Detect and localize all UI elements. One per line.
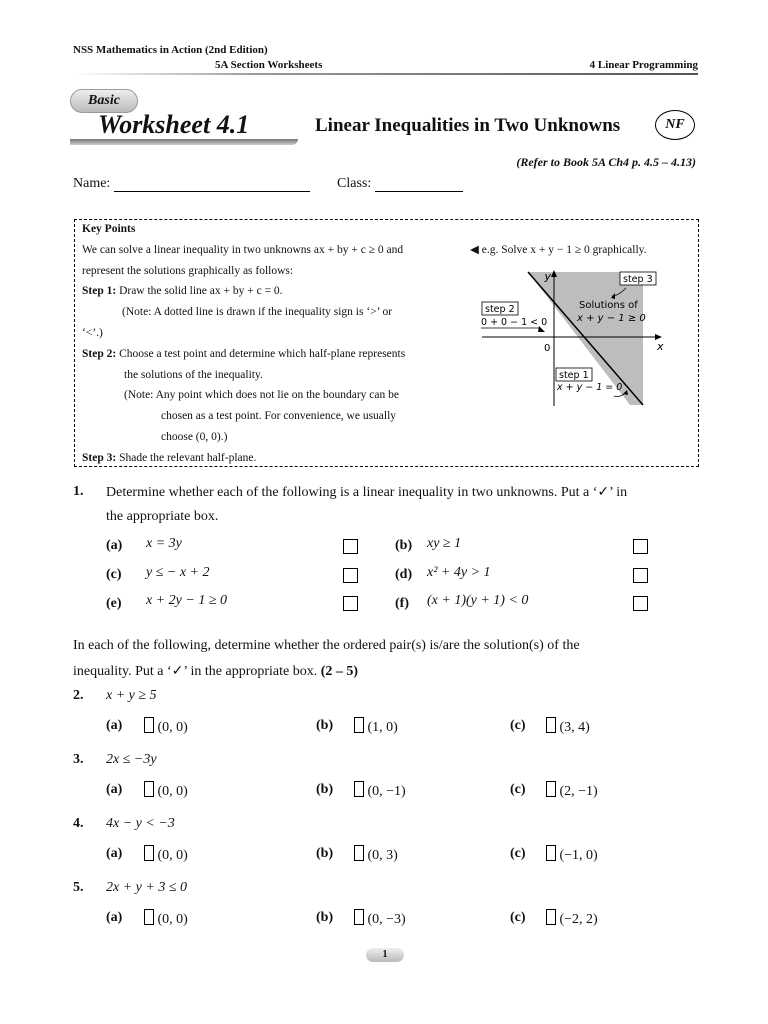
- q1a-label: (a): [106, 538, 123, 553]
- class-blank[interactable]: [375, 177, 463, 192]
- q1f-label: (f): [395, 596, 409, 611]
- step3-label: step 3: [623, 274, 653, 285]
- book-title: NSS Mathematics in Action (2nd Edition): [73, 44, 268, 56]
- class-label: Class:: [337, 176, 375, 191]
- level-badge: Basic: [70, 89, 138, 113]
- q1a-checkbox[interactable]: [343, 539, 358, 554]
- q1d-expr: x² + 4y > 1: [427, 565, 491, 580]
- x-axis-label: x: [657, 340, 664, 353]
- solutions-label-2: x + y − 1 ≥ 0: [577, 313, 646, 324]
- q4b-checkbox[interactable]: [354, 845, 364, 861]
- q4c-checkbox[interactable]: [546, 845, 556, 861]
- chapter-title: 4 Linear Programming: [589, 59, 698, 71]
- q1-number: 1.: [73, 484, 84, 499]
- q1e-checkbox[interactable]: [343, 596, 358, 611]
- kp-step2: Step 2: Choose a test point and determine which half-plane represents: [82, 347, 406, 360]
- class-field[interactable]: [337, 176, 463, 192]
- q3c-option[interactable]: (2, −1): [546, 781, 598, 800]
- instruction-line1: In each of the following, determine whether the ordered pair(s) is/are the solution(s) of the: [73, 638, 580, 653]
- q1c-checkbox[interactable]: [343, 568, 358, 583]
- q3c-label: (c): [510, 782, 526, 797]
- worksheet-number: Worksheet 4.1: [98, 110, 250, 139]
- q4b-label: (b): [316, 846, 334, 861]
- worksheet-title: Linear Inequalities in Two Unknowns: [315, 115, 621, 136]
- q3a-checkbox[interactable]: [144, 781, 154, 797]
- kp-step2b: the solutions of the inequality.: [124, 368, 263, 381]
- q4-number: 4.: [73, 816, 84, 831]
- q4a-option[interactable]: (0, 0): [144, 845, 188, 864]
- q3b-label: (b): [316, 782, 334, 797]
- kp-note2c: choose (0, 0).): [161, 430, 228, 443]
- kp-note2a: (Note: Any point which does not lie on the boundary can be: [124, 389, 399, 402]
- q3c-checkbox[interactable]: [546, 781, 556, 797]
- q5c-option[interactable]: (−2, 2): [546, 909, 598, 928]
- q3a-label: (a): [106, 782, 123, 797]
- step1-label: step 1: [559, 370, 589, 381]
- q3a-option[interactable]: (0, 0): [144, 781, 188, 800]
- q1-text1: Determine whether each of the following is a linear inequality in two unknowns. Put a ‘✓’ in: [106, 485, 628, 500]
- step2-label: step 2: [485, 304, 515, 315]
- q4a-label: (a): [106, 846, 123, 861]
- q1a-expr: x = 3y: [146, 536, 182, 551]
- q5a-option[interactable]: (0, 0): [144, 909, 188, 928]
- q1d-checkbox[interactable]: [633, 568, 648, 583]
- q4b-option[interactable]: (0, 3): [354, 845, 398, 864]
- q5b-checkbox[interactable]: [354, 909, 364, 925]
- name-field[interactable]: [73, 176, 310, 192]
- q1f-checkbox[interactable]: [633, 596, 648, 611]
- origin-label: 0: [544, 343, 551, 354]
- q5c-checkbox[interactable]: [546, 909, 556, 925]
- q3b-checkbox[interactable]: [354, 781, 364, 797]
- q1b-checkbox[interactable]: [633, 539, 648, 554]
- title-underline: [70, 139, 298, 145]
- q2c-option[interactable]: (3, 4): [546, 717, 590, 736]
- q5a-label: (a): [106, 910, 123, 925]
- kp-intro2: represent the solutions graphically as follows:: [82, 264, 294, 277]
- q4c-label: (c): [510, 846, 526, 861]
- q1e-label: (e): [106, 596, 122, 611]
- q5-inequality: 2x + y + 3 ≤ 0: [106, 880, 188, 895]
- q4a-checkbox[interactable]: [144, 845, 154, 861]
- step2-text: 0 + 0 − 1 < 0: [481, 317, 548, 328]
- q3-number: 3.: [73, 752, 84, 767]
- name-label: Name:: [73, 176, 114, 191]
- q1b-label: (b): [395, 538, 413, 553]
- q2-number: 2.: [73, 688, 84, 703]
- step1-text: x + y − 1 = 0: [557, 382, 623, 393]
- q5a-checkbox[interactable]: [144, 909, 154, 925]
- q2b-option[interactable]: (1, 0): [354, 717, 398, 736]
- key-points-text: [82, 219, 462, 469]
- y-axis-label: y: [544, 270, 551, 283]
- q1-text2: the appropriate box.: [106, 509, 219, 524]
- q3b-option[interactable]: (0, −1): [354, 781, 406, 800]
- q2a-option[interactable]: (0, 0): [144, 717, 188, 736]
- q2b-checkbox[interactable]: [354, 717, 364, 733]
- q5c-label: (c): [510, 910, 526, 925]
- q4c-option[interactable]: (−1, 0): [546, 845, 598, 864]
- name-blank[interactable]: [114, 177, 310, 192]
- solutions-label-1: Solutions of: [579, 300, 638, 311]
- key-points-heading: Key Points: [82, 223, 136, 235]
- kp-note1a: (Note: A dotted line is drawn if the inequality sign is ‘>’ or: [122, 306, 393, 319]
- book-reference: (Refer to Book 5A Ch4 p. 4.5 – 4.13): [516, 155, 696, 169]
- instruction-line2: inequality. Put a ‘✓’ in the appropriate box. (2 – 5): [73, 664, 359, 679]
- q1d-label: (d): [395, 567, 413, 582]
- q2a-checkbox[interactable]: [144, 717, 154, 733]
- section-title: 5A Section Worksheets: [215, 59, 323, 71]
- q5-number: 5.: [73, 880, 84, 895]
- q1e-expr: x + 2y − 1 ≥ 0: [146, 593, 228, 608]
- kp-intro1: We can solve a linear inequality in two unknowns ax + by + c ≥ 0 and: [82, 243, 404, 256]
- q5b-option[interactable]: (0, −3): [354, 909, 406, 928]
- q5b-label: (b): [316, 910, 334, 925]
- q4-inequality: 4x − y < −3: [106, 816, 175, 831]
- q2c-checkbox[interactable]: [546, 717, 556, 733]
- header-rule: [73, 73, 698, 75]
- q1b-expr: xy ≥ 1: [427, 536, 462, 551]
- q2-inequality: x + y ≥ 5: [106, 688, 157, 703]
- nf-badge: NF: [655, 110, 695, 140]
- kp-step3: Step 3: Shade the relevant half-plane.: [82, 451, 257, 464]
- kp-note2b: chosen as a test point. For convenience, we usually: [161, 410, 397, 423]
- q2b-label: (b): [316, 718, 334, 733]
- q2a-label: (a): [106, 718, 123, 733]
- q3-inequality: 2x ≤ −3y: [106, 752, 157, 767]
- page-number: 1: [366, 948, 404, 962]
- q2c-label: (c): [510, 718, 526, 733]
- kp-note1b: ‘<’.): [82, 326, 103, 339]
- kp-example: ◀ e.g. Solve x + y − 1 ≥ 0 graphically.: [470, 244, 647, 256]
- q1f-expr: (x + 1)(y + 1) < 0: [427, 593, 529, 608]
- q1c-label: (c): [106, 567, 122, 582]
- kp-step1: Step 1: Draw the solid line ax + by + c = 0.: [82, 285, 283, 298]
- example-graph: [478, 268, 673, 408]
- q1c-expr: y ≤ − x + 2: [146, 565, 210, 580]
